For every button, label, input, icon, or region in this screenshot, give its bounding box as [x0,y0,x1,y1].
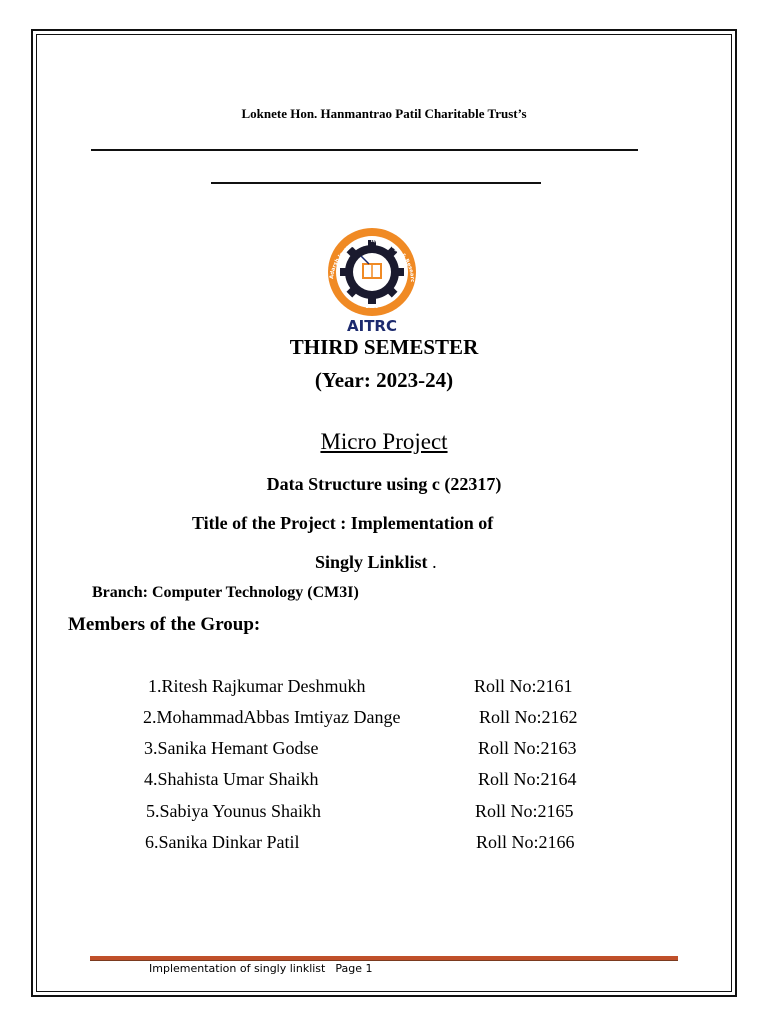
member-roll: Roll No:2165 [475,801,574,821]
member-name: 3.Sanika Hemant Godse [144,738,319,758]
member-name: 6.Sanika Dinkar Patil [145,832,300,852]
footer-page-number: Page 1 [335,962,373,975]
members-heading: Members of the Group: [68,614,261,635]
member-name: 1.Ritesh Rajkumar Deshmukh [148,676,366,696]
page-footer [149,962,372,975]
footer-rule [90,956,678,961]
member-roll: Roll No:2161 [474,676,573,696]
header-rule-long [91,149,638,151]
logo-year: 2008 [365,304,379,310]
project-title-text: Singly Linklist [315,552,428,572]
member-roll: Roll No:2164 [478,769,577,789]
footer-text: Implementation of singly linklist [149,962,326,975]
member-name: 4.Shahista Umar Shaikh [144,769,319,789]
project-title-line1: Title of the Project : Implementation of [192,513,494,533]
member-roll: Roll No:2163 [478,738,577,758]
logo-ring-text: Adarsh Institute of Technology & Researc [329,237,416,283]
academic-year: (Year: 2023-24) [314,368,454,392]
member-name: 5.Sabiya Younus Shaikh [146,801,322,821]
member-name: 2.MohammadAbbas Imtiyaz Dange [143,707,401,727]
project-title-line2 [315,552,437,573]
member-roll: Roll No:2166 [476,832,575,852]
page-title: Micro Project [320,429,448,454]
semester-label: THIRD SEMESTER [289,335,479,359]
project-title-suffix: . [427,552,437,572]
logo-acronym: AITRC [347,317,397,335]
trust-name: Loknete Hon. Hanmantrao Patil Charitable Trust’s [241,106,527,121]
aitrc-logo [317,226,427,336]
subject-line: Data Structure using c (22317) [266,474,502,494]
header-rule-short [211,182,541,184]
branch-line: Branch: Computer Technology (CM3I) [92,584,359,601]
member-roll: Roll No:2162 [479,707,578,727]
